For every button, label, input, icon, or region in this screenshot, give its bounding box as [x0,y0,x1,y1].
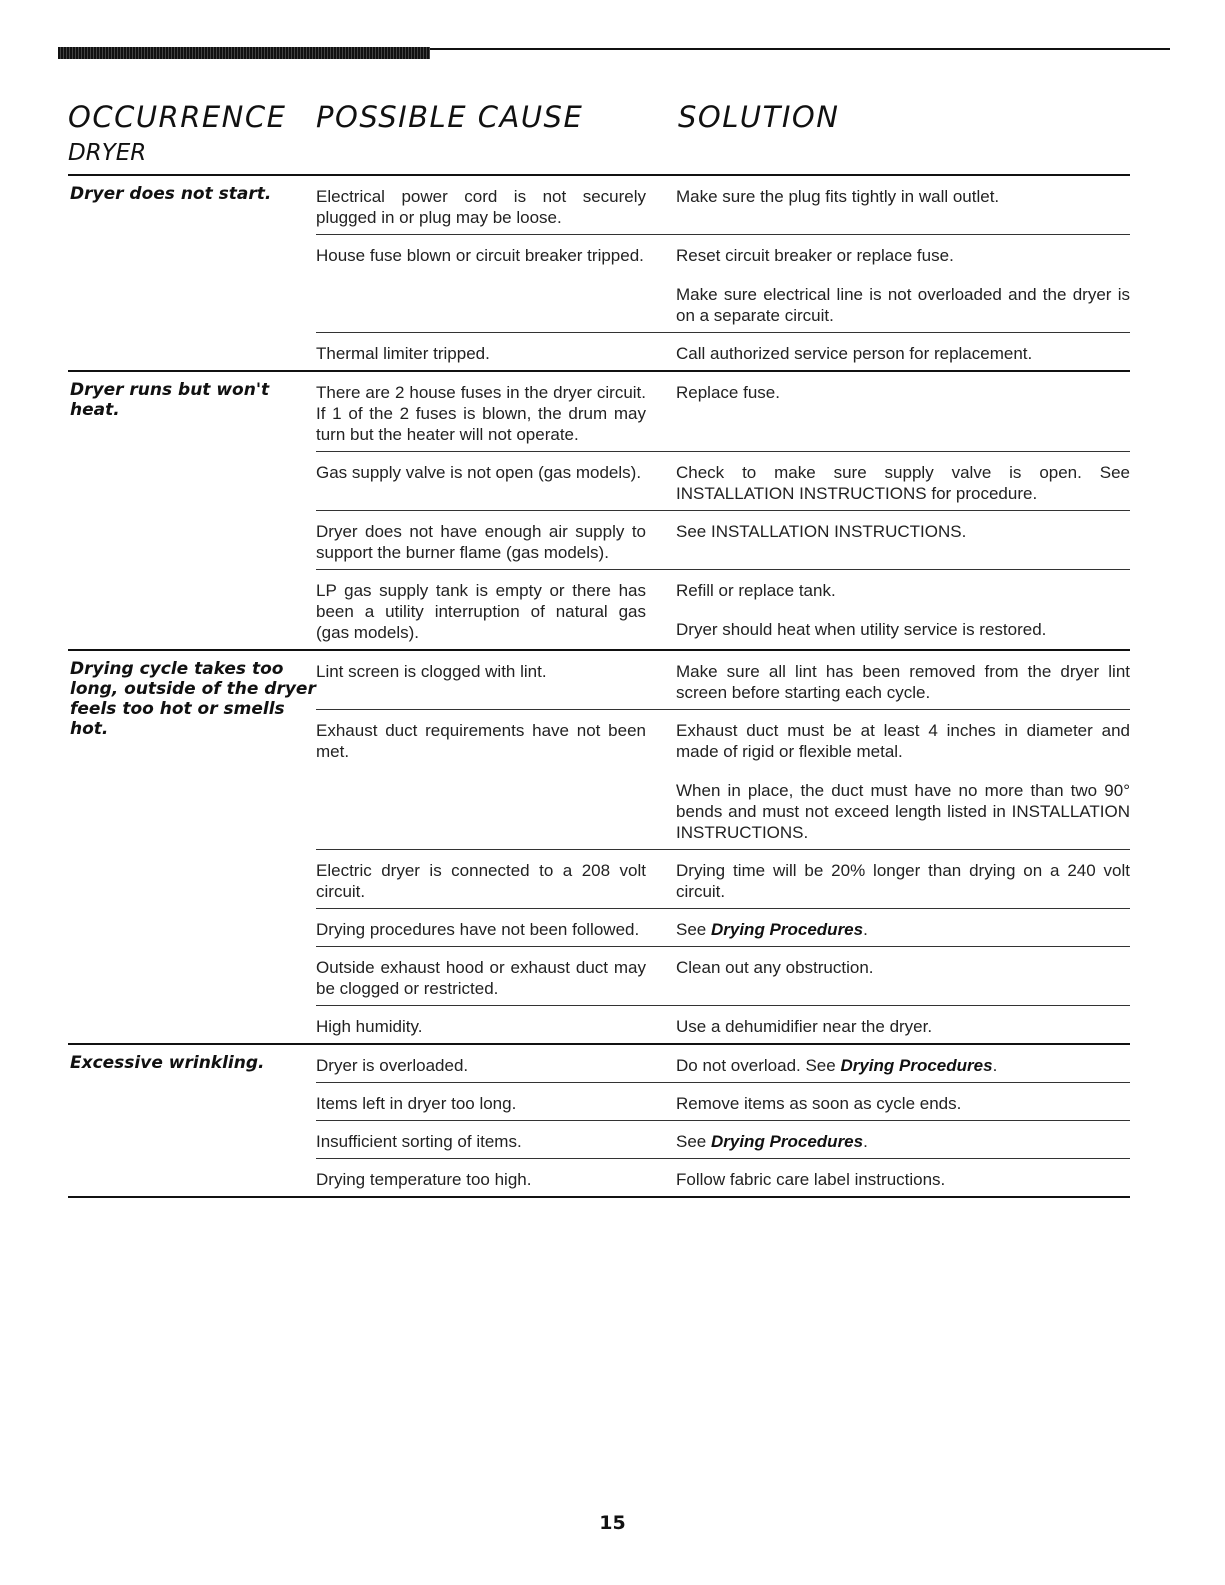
table-row [316,1121,1130,1159]
solution-cell [650,1121,1130,1158]
solution-cell [650,511,1130,569]
solution-paragraph [676,382,1130,403]
solution-paragraph [676,1093,1130,1114]
possible-cause-cell: Drying temperature too high. [316,1170,532,1189]
solution-text: Reset circuit breaker or replace fuse. [676,246,954,265]
solution-cell [650,235,1130,332]
solution-text: Use a dehumidifier near the dryer. [676,1017,933,1036]
solution-paragraph [676,462,1130,504]
possible-cause-cell: Electric dryer is connected to a 208 volt circuit. [316,861,646,901]
solution-paragraph [676,957,1130,978]
solution-cell [650,651,1130,709]
table-row [316,452,1130,511]
solution-paragraph [676,521,1130,542]
possible-cause-cell: House fuse blown or circuit breaker tripped. [316,246,644,265]
solution-paragraph [676,580,1130,601]
reference-drying-procedures: Drying Procedures [710,1132,864,1151]
occurrence-label: Dryer does not start. [70,184,272,204]
solution-paragraph [676,186,1130,207]
solution-text: Make sure the plug fits tightly in wall outlet. [676,187,1000,206]
occurrence-group [68,176,1130,372]
solution-paragraph [676,619,1130,640]
solution-cell [650,947,1130,1005]
page-number: 15 [599,1512,626,1534]
cause-solution-rows [316,1045,1130,1196]
occurrence-label: Excessive wrinkling. [70,1053,265,1073]
possible-cause-cell: Thermal limiter tripped. [316,344,490,363]
occurrence-label: Dryer runs but won't heat. [70,380,270,420]
possible-cause-cell: Outside exhaust hood or exhaust duct may be clogged or restricted. [316,958,646,998]
table-row [316,372,1130,452]
solution-text: . [863,1132,868,1151]
table-row [316,176,1130,235]
solution-paragraph [676,343,1130,364]
troubleshooting-table [68,174,1130,1198]
solution-text: Clean out any obstruction. [676,958,874,977]
solution-paragraph [676,1131,1130,1152]
possible-cause-cell: Exhaust duct requirements have not been met. [316,721,646,761]
cause-solution-rows [316,651,1130,1043]
cause-solution-rows [316,176,1130,370]
solution-paragraph [676,720,1130,762]
solution-paragraph [676,1016,1130,1037]
solution-text: Make sure electrical line is not overloaded and the dryer is on a separate circuit. [676,285,1130,325]
table-row [316,710,1130,850]
possible-cause-cell: Electrical power cord is not securely plugged in or plug may be loose. [316,187,646,227]
solution-text: Make sure all lint has been removed from the dryer lint screen before starting each cycle. [676,662,1130,702]
occurrence-label: Drying cycle takes too long, outside of the dryer feels too hot or smells hot. [70,659,316,739]
solution-text: Replace fuse. [676,383,780,402]
section-label-dryer: DRYER [68,140,147,166]
table-row [316,333,1130,370]
table-row [316,909,1130,947]
solution-text: See INSTALLATION INSTRUCTIONS. [676,522,967,541]
possible-cause-cell: LP gas supply tank is empty or there has been a utility interruption of natural gas (gas models). [316,581,646,642]
occurrence-group [68,651,1130,1045]
solution-text: . [863,920,868,939]
solution-cell [650,372,1130,451]
solution-text: See [676,1132,711,1151]
solution-paragraph [676,780,1130,843]
possible-cause-cell: Lint screen is clogged with lint. [316,662,547,681]
header-possible-cause: POSSIBLE CAUSE [316,100,584,134]
solution-cell [650,909,1130,946]
occurrence-group [68,1045,1130,1198]
solution-text: Drying time will be 20% longer than drying on a 240 volt circuit. [676,861,1130,901]
solution-paragraph [676,1055,1130,1076]
solution-paragraph [676,860,1130,902]
possible-cause-cell: High humidity. [316,1017,423,1036]
possible-cause-cell: There are 2 house fuses in the dryer circuit. If 1 of the 2 fuses is blown, the drum may turn but the heater will not operate. [316,383,646,444]
solution-text: Follow fabric care label instructions. [676,1170,946,1189]
table-row [316,651,1130,710]
table-row [316,235,1130,333]
solution-paragraph [676,919,1130,940]
solution-text: . [992,1056,998,1075]
reference-drying-procedures: Drying Procedures [710,920,864,939]
solution-paragraph [676,661,1130,703]
solution-cell [650,1159,1130,1196]
solution-text: Exhaust duct must be at least 4 inches in diameter and made of rigid or flexible metal. [676,721,1130,761]
solution-cell [650,570,1130,649]
table-row [316,1083,1130,1121]
table-row [316,947,1130,1006]
solution-text: Call authorized service person for replacement. [676,344,1033,363]
solution-text: Refill or replace tank. [676,581,836,600]
reference-drying-procedures: Drying Procedures [840,1056,993,1075]
table-row [316,511,1130,570]
solution-cell [650,176,1130,234]
solution-cell [650,1045,1130,1082]
solution-text: Check to make sure supply valve is open. See INSTALLATION INSTRUCTIONS for procedure. [676,463,1130,503]
possible-cause-cell: Dryer does not have enough air supply to support the burner flame (gas models). [316,522,646,562]
solution-text: Dryer should heat when utility service is restored. [676,620,1047,639]
occurrence-group [68,372,1130,651]
solution-cell [650,333,1130,370]
top-rule-accent [58,47,430,59]
solution-cell [650,1083,1130,1120]
solution-text: Do not overload. See [676,1056,841,1075]
table-row [316,1006,1130,1043]
solution-paragraph [676,1169,1130,1190]
possible-cause-cell: Gas supply valve is not open (gas models). [316,463,642,482]
table-row [316,1045,1130,1083]
possible-cause-cell: Insufficient sorting of items. [316,1132,522,1151]
solution-paragraph [676,245,1130,266]
table-row [316,1159,1130,1196]
header-solution: SOLUTION [678,100,840,134]
solution-text: When in place, the duct must have no more than two 90° bends and must not exceed length listed in INSTALLATION INSTRUCTIONS. [676,781,1130,842]
solution-cell [650,850,1130,908]
solution-text: See [676,920,711,939]
possible-cause-cell: Dryer is overloaded. [316,1056,469,1075]
table-row [316,850,1130,909]
possible-cause-cell: Items left in dryer too long. [316,1094,517,1113]
header-occurrence: OCCURRENCE [68,100,287,134]
solution-text: Remove items as soon as cycle ends. [676,1094,962,1113]
solution-cell [650,452,1130,510]
possible-cause-cell: Drying procedures have not been followed. [316,920,640,939]
solution-cell [650,1006,1130,1043]
solution-cell [650,710,1130,849]
table-row [316,570,1130,649]
solution-paragraph [676,284,1130,326]
cause-solution-rows [316,372,1130,649]
